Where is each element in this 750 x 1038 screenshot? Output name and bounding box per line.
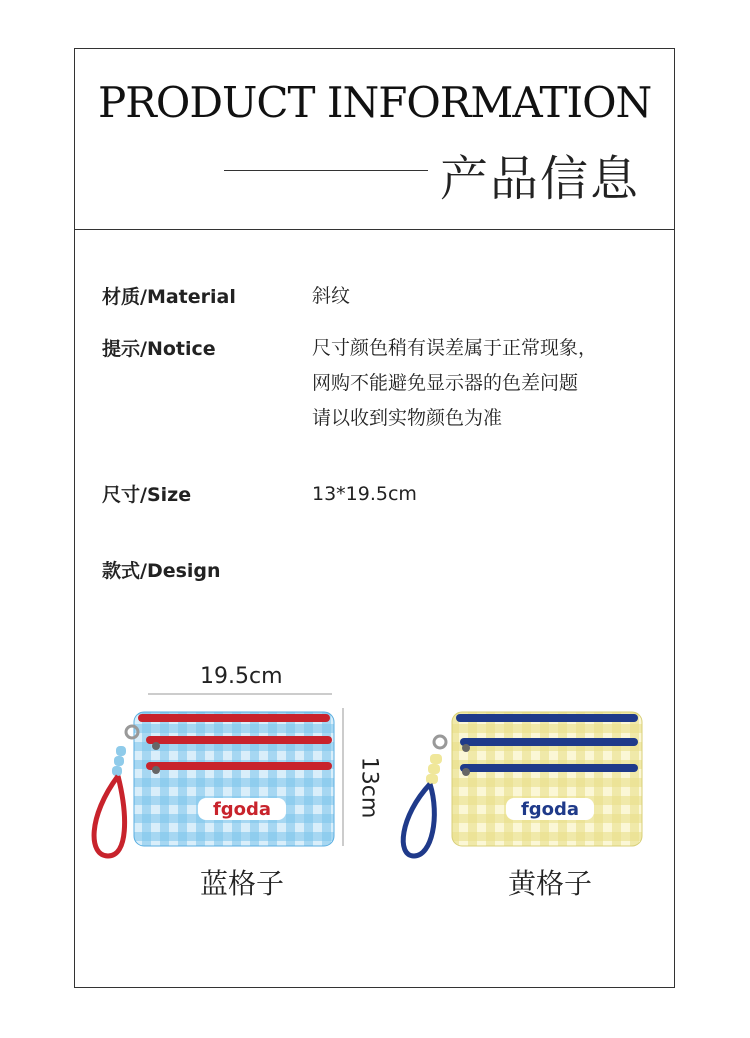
width-dimension-line — [148, 692, 332, 696]
notice-line-3: 请以收到实物颜色为准 — [312, 407, 503, 429]
height-dimension-label: 13cm — [356, 756, 382, 819]
yellow-pouch-caption: 黄格子 — [508, 867, 593, 900]
blue-pouch-caption: 蓝格子 — [200, 867, 285, 900]
notice-label: 提示/Notice — [102, 338, 216, 360]
title-rule — [224, 170, 428, 171]
yellow-pouch-brand: fgoda — [520, 799, 580, 820]
blue-pouch-brand: fgoda — [212, 799, 272, 820]
material-label: 材质/Material — [102, 286, 236, 308]
size-value: 13*19.5cm — [312, 483, 417, 505]
yellow-pouch-image — [396, 706, 646, 866]
notice-line-2: 网购不能避免显示器的色差问题 — [312, 372, 579, 394]
width-dimension-label: 19.5cm — [200, 664, 283, 689]
height-dimension-line — [341, 708, 345, 846]
title-english: PRODUCT INFORMATION — [98, 78, 652, 127]
header-divider — [74, 229, 675, 230]
blue-pouch-image — [88, 706, 338, 866]
material-value: 斜纹 — [312, 285, 351, 307]
size-label: 尺寸/Size — [102, 484, 192, 506]
notice-line-1: 尺寸颜色稍有误差属于正常现象， — [312, 337, 598, 359]
design-label: 款式/Design — [102, 560, 221, 582]
title-chinese: 产品信息 — [440, 151, 641, 207]
